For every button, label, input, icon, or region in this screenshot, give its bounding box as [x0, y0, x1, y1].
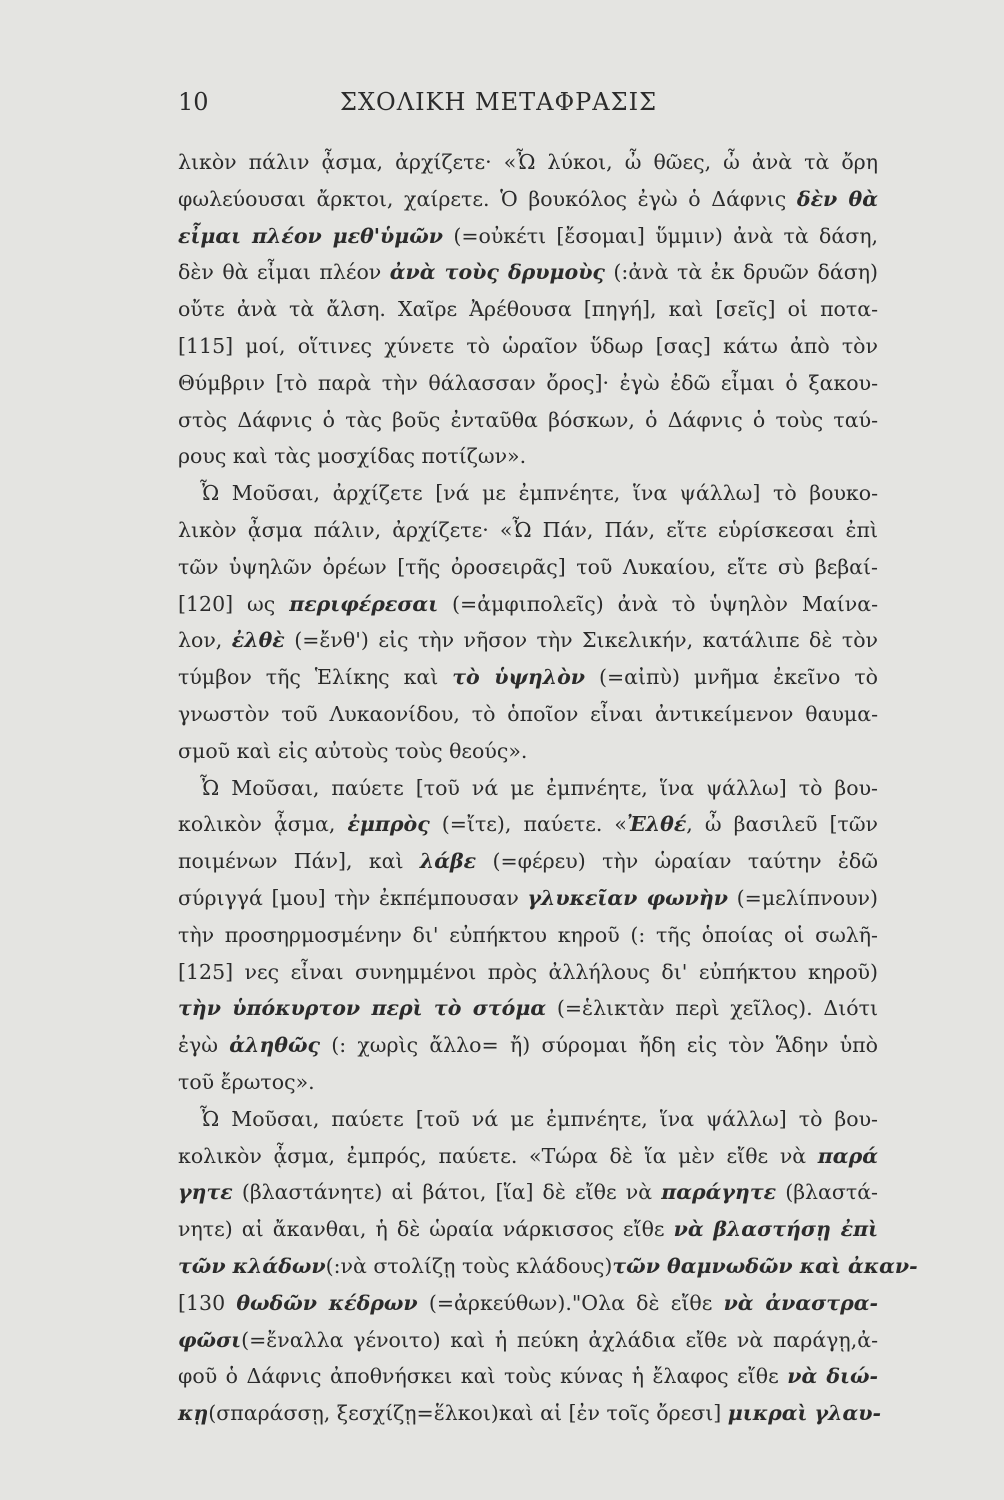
emphasis-text: γλυκεῖαν φωνὴν	[527, 885, 729, 910]
emphasis-text: τὸ ὑψηλὸν	[452, 665, 585, 690]
line-text: (σπαράσσῃ, ξεσχίζῃ=ἕλκοι)καὶ αἱ [ἐν τοῖς ὄρεσι]	[208, 1401, 728, 1426]
text-line	[178, 1064, 878, 1101]
emphasis-text: ἐλθὲ	[231, 628, 285, 653]
text-line	[178, 733, 878, 770]
text-line	[178, 1395, 881, 1432]
text-line	[178, 806, 878, 843]
line-text: (: χωρὶς ἄλλο= ἤ) σύρομαι ἤδη εἰς τὸν Ἅδην ὑπὸ	[319, 1033, 878, 1058]
emphasis-text: κῃ	[178, 1401, 209, 1426]
line-text: Θύμβριν [τὸ παρὰ τὴν θάλασσαν ὄρος]· ἐγὼ ἐδῶ εἶμαι ὁ ξακου-	[178, 370, 878, 395]
line-text: (=αἰπὺ) μνῆμα ἐκεῖνο τὸ	[585, 665, 878, 690]
emphasis-text: τῶν κλάδων	[178, 1253, 326, 1278]
emphasis-text: τὴν ὑπόκυρτον περὶ τὸ στόμα	[178, 996, 547, 1021]
emphasis-text: εἶμαι πλέον μεθ'ὑμῶν	[178, 223, 444, 248]
line-text: [130	[178, 1290, 237, 1315]
line-text: σμοῦ καὶ εἰς αὐτοὺς τοὺς θεούς».	[178, 738, 528, 763]
line-text: ἐγὼ	[178, 1033, 230, 1058]
line-text: , ὦ βασιλεῦ [τῶν	[686, 812, 879, 837]
text-line	[178, 622, 878, 659]
line-text: (=οὐκέτι [ἔσομαι] ὕμμιν) ἀνὰ τὰ δάση,	[443, 223, 879, 248]
running-title: ΣΧΟΛΙΚΗ ΜΕΤΑΦΡΑΣΙΣ	[340, 88, 658, 116]
text-line	[178, 438, 878, 475]
emphasis-text: τῶν θαμνωδῶν καὶ ἀκαν-	[612, 1253, 918, 1278]
line-text: λικὸν πάλιν ᾆσμα, ἀρχίζετε· «Ὦ λύκοι, ὦ θῶες, ὦ ἀνὰ τὰ ὄρη	[178, 150, 878, 174]
text-line	[178, 328, 878, 365]
line-text: (=ἴτε), παύετε. «	[429, 812, 627, 837]
emphasis-text: περιφέρεσαι	[289, 591, 439, 616]
line-text: ποιμένων Πάν], καὶ	[178, 849, 420, 874]
text-line	[178, 770, 878, 807]
emphasis-text: ἀληθῶς	[229, 1033, 320, 1058]
line-text: Ὦ Μοῦσαι, παύετε [τοῦ νά με ἐμπνέητε, ἵνα ψάλλω] τὸ βου-	[200, 1106, 878, 1131]
emphasis-text: ἀνὰ τοὺς δρυμοὺς	[389, 260, 605, 285]
text-line	[178, 1101, 878, 1138]
text-line	[178, 291, 878, 328]
text-line	[178, 696, 878, 733]
emphasis-text: Ἐλθέ	[626, 812, 687, 837]
text-line	[178, 1211, 878, 1248]
line-text: τὴν προσηρμοσμένην δι' εὐπήκτου κηροῦ (: τῆς ὁποίας οἱ σωλῆ-	[178, 922, 878, 947]
line-text: στὸς Δάφνις ὁ τὰς βοῦς ἐνταῦθα βόσκων, ὁ Δάφνις ὁ τοὺς ταύ-	[178, 407, 878, 432]
line-text: [115] μοί, οἵτινες χύνετε τὸ ὡραῖον ὕδωρ [σας] κάτω ἀπὸ τὸν	[178, 333, 878, 358]
line-text: (:νὰ στολίζῃ τοὺς κλάδους)	[325, 1253, 613, 1278]
line-text: λον,	[178, 628, 232, 653]
text-line	[178, 586, 878, 623]
line-text: (:ἀνὰ τὰ ἐκ δρυῶν δάση)	[604, 260, 878, 285]
emphasis-text: μικραὶ γλαυ-	[727, 1401, 881, 1426]
text-line	[178, 218, 878, 255]
emphasis-text: φῶσι	[178, 1327, 242, 1352]
line-text: Ὦ Μοῦσαι, παύετε [τοῦ νά με ἐμπνέητε, ἵνα ψάλλω] τὸ βου-	[200, 775, 878, 800]
running-header	[178, 88, 686, 122]
emphasis-text: γητε	[178, 1180, 233, 1205]
text-line	[178, 1027, 878, 1064]
text-line	[178, 512, 878, 549]
text-body	[178, 144, 918, 1432]
text-line	[178, 1285, 878, 1322]
text-line	[178, 1322, 878, 1359]
emphasis-text: νὰ βλαστήσῃ ἐπὶ	[673, 1217, 878, 1242]
line-text: κολικὸν ᾆσμα, ἐμπρός, παύετε. «Τώρα δὲ ἵα μὲν εἴθε νὰ	[178, 1143, 818, 1168]
emphasis-text: παρά	[817, 1143, 878, 1168]
text-line	[178, 475, 878, 512]
emphasis-text: δὲν θὰ	[796, 186, 878, 211]
line-text: νητε) αἱ ἄκανθαι, ἡ δὲ ὡραία νάρκισσος εἴθε	[178, 1217, 674, 1242]
line-text: κολικὸν ᾆσμα,	[178, 812, 348, 837]
emphasis-text: νὰ ἀναστρα-	[723, 1290, 878, 1315]
line-text: γνωστὸν τοῦ Λυκαονίδου, τὸ ὁποῖον εἶναι ἀντικείμενον θαυμα-	[178, 701, 878, 726]
line-text: φοῦ ὁ Δάφνις ἀποθνήσκει καὶ τοὺς κύνας ἡ ἔλαφος εἴθε	[178, 1364, 788, 1389]
line-text: (=ἑλικτὰν περὶ χεῖλος). Διότι	[546, 996, 878, 1021]
emphasis-text: θωδῶν κέδρων	[236, 1290, 418, 1315]
text-line	[178, 917, 878, 954]
line-text: (=ἔνθ') εἰς τὴν νῆσον τὴν Σικελικήν, κατάλιπε δὲ τὸν	[284, 628, 878, 653]
text-line	[178, 254, 878, 291]
line-text: (=ἀρκεύθων)."Ολα δὲ εἴθε	[417, 1290, 724, 1315]
text-line	[178, 402, 878, 439]
line-text: τύμβον τῆς Ἑλίκης καὶ	[178, 665, 453, 690]
line-text: (βλαστά-	[776, 1180, 878, 1205]
emphasis-text: παράγητε	[661, 1180, 777, 1205]
line-text: ρους καὶ τὰς μοσχίδας ποτίζων».	[178, 444, 527, 469]
text-line	[178, 659, 878, 696]
line-text: λικὸν ᾆσμα πάλιν, ἀρχίζετε· «Ὦ Πάν, Πάν, εἴτε εὑρίσκεσαι ἐπὶ	[178, 517, 878, 542]
line-text: τῶν ὑψηλῶν ὀρέων [τῆς ὀροσειρᾶς] τοῦ Λυκαίου, εἴτε σὺ βεβαί-	[178, 554, 878, 579]
line-text: Ὦ Μοῦσαι, ἀρχίζετε [νά με ἐμπνέητε, ἵνα ψάλλω] τὸ βουκο-	[200, 481, 878, 506]
line-text: (=ἀμφιπολεῖς) ἀνὰ τὸ ὑψηλὸν Μαίνα-	[438, 591, 878, 616]
text-line	[178, 1138, 878, 1175]
line-text: (=ἔναλλα γένοιτο) καὶ ἡ πεύκη ἀχλάδια εἴθε νὰ παράγῃ,ἀ-	[241, 1327, 878, 1352]
text-line	[178, 990, 878, 1027]
text-line	[178, 1358, 878, 1395]
line-text: (βλαστάνητε) αἱ βάτοι, [ἵα] δὲ εἴθε νὰ	[232, 1180, 662, 1205]
text-line	[178, 954, 878, 991]
line-text: οὔτε ἀνὰ τὰ ἄλση. Χαῖρε Ἀρέθουσα [πηγή], καὶ [σεῖς] οἱ ποτα-	[178, 297, 878, 322]
text-line	[178, 1248, 918, 1285]
line-text: [125] νες εἶναι συνημμένοι πρὸς ἀλλήλους δι' εὐπήκτου κηροῦ)	[178, 959, 878, 984]
text-line	[178, 880, 878, 917]
line-text: (=μελίπνουν)	[728, 885, 878, 910]
page-number: 10	[178, 88, 209, 116]
text-line	[178, 144, 878, 181]
line-text: [120] ως	[178, 591, 290, 616]
text-line	[178, 181, 878, 218]
line-text: δὲν θὰ εἶμαι πλέον	[178, 260, 390, 285]
emphasis-text: νὰ διώ-	[787, 1364, 878, 1389]
text-line	[178, 365, 878, 402]
line-text: τοῦ ἔρωτος».	[178, 1069, 315, 1094]
text-line	[178, 843, 878, 880]
line-text: σύριγγά [μου] τὴν ἐκπέμπουσαν	[178, 885, 528, 910]
emphasis-text: λάβε	[419, 849, 477, 874]
line-text: (=φέρευ) τὴν ὡραίαν ταύτην ἐδῶ	[476, 849, 878, 874]
text-line	[178, 549, 878, 586]
emphasis-text: ἐμπρὸς	[347, 812, 430, 837]
text-line	[178, 1174, 878, 1211]
line-text: φωλεύουσαι ἄρκτοι, χαίρετε. Ὁ βουκόλος ἐγὼ ὁ Δάφνις	[178, 186, 797, 211]
